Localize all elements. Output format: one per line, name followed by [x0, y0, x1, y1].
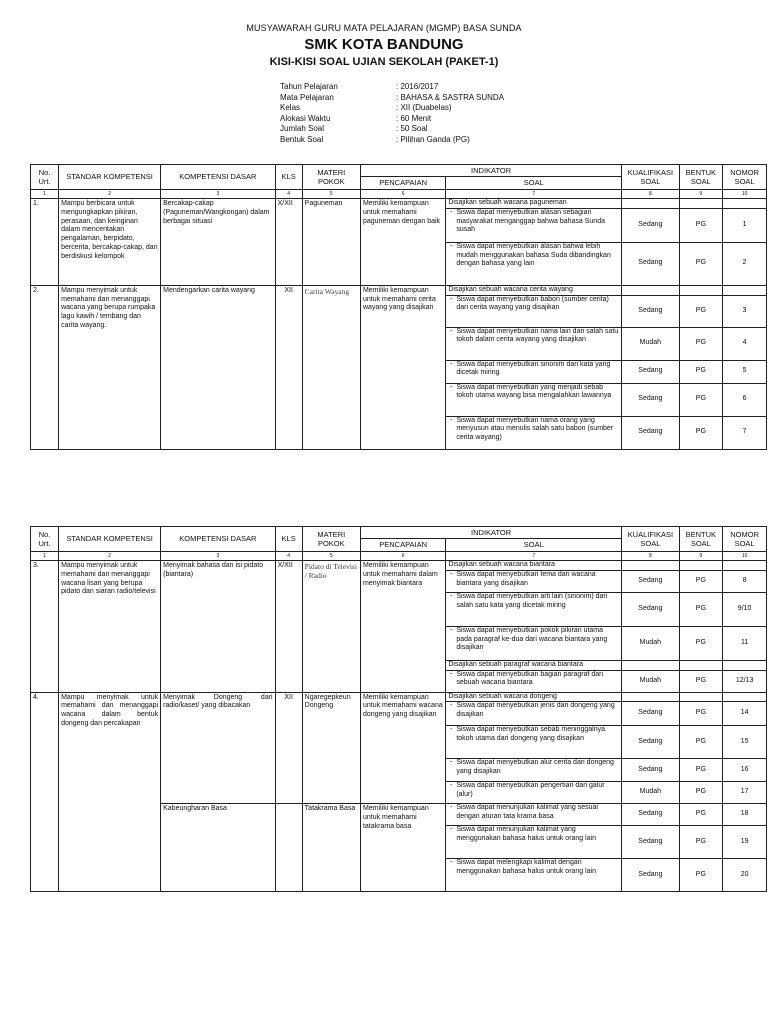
info-value: : BAHASA & SASTRA SUNDA: [396, 92, 505, 102]
cell-blank: [723, 285, 767, 295]
column-number: 2: [59, 551, 161, 560]
soal-text: Siswa dapat menyebutkan nama lain dari salah satu tokoh dalam cerita wayang yang disajikan: [456, 327, 619, 344]
cell-bentuk: PG: [679, 327, 723, 360]
soal-text: Siswa dapat menyebutkan sebab meninggalnya tokoh utama dari dongeng yang disajikan: [456, 726, 605, 742]
info-row: [280, 82, 556, 93]
cell-bentuk: PG: [679, 759, 723, 782]
cell-nomor: 15: [723, 726, 767, 759]
cell-bentuk: PG: [679, 416, 723, 449]
header-kelas: KLS: [275, 165, 302, 190]
cell-nomor: 19: [723, 826, 767, 859]
column-number: 3: [161, 551, 276, 560]
cell-blank: [622, 692, 679, 702]
cell-nomor: 20: [723, 859, 767, 892]
cell-nomor: 8: [723, 570, 767, 592]
cell-kualifikasi: Mudah: [622, 782, 679, 804]
soal-text: Siswa dapat menunjukan kalimat yang sesuai dengan aturan tata krama basa: [456, 804, 598, 820]
info-key: Mata Pelajaran: [280, 92, 334, 102]
cell-soal: - Siswa dapat menyebutkan arti lain (sinonim) dari salah satu kata yang dicetak miring: [446, 592, 622, 626]
table-row: [31, 692, 767, 702]
cell-standar-kompetensi: Mampu menyimak untuk memahami dan menanggapi wacana lisan yang berupa pidato dan siaran radio/televisi: [59, 561, 161, 693]
header-bentuk: BENTUK SOAL: [679, 527, 723, 552]
header-kualifikasi: KUALIFIKASI SOAL: [622, 165, 679, 190]
cell-materi-pokok: Tatakrama Basa: [302, 804, 360, 892]
cell-materi-pokok: Paguneman: [302, 199, 360, 286]
cell-bentuk: PG: [679, 360, 723, 383]
cell-pencapaian: Memiliki kemampuan untuk memahami dalam menyimak biantara: [360, 561, 445, 693]
soal-text: Siswa dapat menyebutkan tema dari wacana biantara yang disajikan: [456, 570, 596, 587]
cell-kelas: [275, 804, 302, 892]
column-number: 7: [446, 551, 622, 560]
info-key: Jumlah Soal: [280, 124, 325, 133]
cell-standar-kompetensi: Mampu menyimak untuk memahami dan menanggapi wacana yang berupa rumpaka lagu kawih / tembang dan carita wayang.: [59, 285, 161, 449]
cell-soal: - Siswa dapat menyebutkan alasan bahwa lebih mudah menggunakan bahasa Suda dibandingkan dengan bahasa yang lain: [446, 242, 622, 285]
header-standar-kompetensi: STANDAR KOMPETENSI: [59, 165, 161, 190]
soal-stimulus: Disajikan sebuah paragraf wacana biantara: [448, 660, 583, 668]
soal-text: Siswa dapat menyebutkan yang menjadi sebab tokoh utama wayang bisa mengalahkan lawannya: [456, 383, 612, 400]
cell-blank: [679, 199, 723, 209]
cell-pencapaian: Memiliki kemampuan untuk memahami tatakrama basa: [360, 804, 445, 892]
cell-soal: - Siswa dapat melengkapi kalimat dengan menggunakan bahasa halus untuk orang lain: [446, 859, 622, 892]
column-number: 1: [31, 189, 59, 198]
cell-soal: - Siswa dapat menyebutkan tema dari wacana biantara yang disajikan: [446, 570, 622, 592]
info-value: : 50 Soal: [396, 124, 428, 133]
cell-bentuk: PG: [679, 804, 723, 826]
soal-text: Siswa dapat menyebutkan babon (sumber cerita) dari cerita wayang yang disajikan: [456, 295, 609, 312]
cell-bentuk: PG: [679, 242, 723, 285]
cell-bentuk: PG: [679, 702, 723, 726]
school-name: SMK KOTA BANDUNG: [304, 36, 464, 53]
cell-soal: - Siswa dapat menyebutkan alur cerita dari dongeng yang disajikan: [446, 759, 622, 782]
cell-soal: - Siswa dapat menunjukan kalimat yang menggunakan bahasa halus untuk orang lain: [446, 826, 622, 859]
cell-kelas: XII: [275, 285, 302, 449]
cell-kualifikasi: Sedang: [622, 702, 679, 726]
cell-soal: - Siswa dapat menyebutkan alasan sebagian masyarakat menganggap bahwa bahasa Sunda susah: [446, 208, 622, 242]
cell-soal: - Siswa dapat menyebutkan jenis dari dongeng yang disajikan: [446, 702, 622, 726]
soal-stimulus: Disajikan sebuah wacana paguneman: [448, 199, 567, 206]
header-soal: SOAL: [446, 539, 622, 551]
soal-text: Siswa dapat menyebutkan nama orang yang menyusun atau menulis salah satu babon (sumber cerita wayang): [456, 416, 614, 441]
cell-kualifikasi: Sedang: [622, 859, 679, 892]
cell-blank: [723, 561, 767, 571]
cell-kelas: X/XII: [275, 199, 302, 286]
header-nomor: NOMOR SOAL: [723, 527, 767, 552]
cell-kualifikasi: Sedang: [622, 804, 679, 826]
cell-soal: - Siswa dapat menyebutkan sebab meninggalnya tokoh utama dari dongeng yang disajikan: [446, 726, 622, 759]
cell-soal: - Siswa dapat menyebutkan nama orang yang menyusun atau menulis salah satu babon (sumber cerita wayang): [446, 416, 622, 449]
header-bentuk: BENTUK SOAL: [679, 165, 723, 190]
cell-kualifikasi: Sedang: [622, 295, 679, 327]
cell-soal: - Siswa dapat menyebutkan sinonim dari kata yang dicetak miring: [446, 360, 622, 383]
soal-text: Siswa dapat menyebutkan pengertian dari galur (alur): [456, 782, 605, 798]
column-number: 6: [360, 551, 445, 560]
header-no: No. Urt.: [31, 165, 59, 190]
soal-stimulus: Disajikan sebuah wacana biantara: [448, 561, 555, 568]
cell-kualifikasi: Sedang: [622, 826, 679, 859]
header-no: No. Urt.: [31, 527, 59, 552]
cell-kompetensi-dasar: Bercakap-cakap (Paguneman/Wangkongan) dalam berbagai situasi: [161, 199, 276, 286]
info-key: Kelas: [280, 103, 301, 112]
info-key: Bentuk Soal: [280, 134, 324, 144]
table-row: [31, 285, 767, 295]
cell-bentuk: PG: [679, 826, 723, 859]
column-number: 7: [446, 189, 622, 198]
cell-kelas: X/XII: [275, 561, 302, 693]
soal-text: Siswa dapat menyebutkan sinonim dari kata yang dicetak miring: [456, 360, 611, 377]
kisi-table-2: [30, 526, 767, 892]
column-number: 1: [31, 551, 59, 560]
column-number: 4: [275, 551, 302, 560]
info-value: : 60 Menit: [396, 113, 432, 123]
cell-no: 2.: [31, 285, 59, 449]
cell-soal: - Siswa dapat menunjukan kalimat yang sesuai dengan aturan tata krama basa: [446, 804, 622, 826]
header-kelas: KLS: [275, 527, 302, 552]
cell-bentuk: PG: [679, 859, 723, 892]
column-number: 8: [622, 189, 679, 198]
column-number: 5: [302, 189, 360, 198]
info-row: [280, 93, 556, 104]
header-materi-pokok: MATERI POKOK: [302, 527, 360, 552]
cell-blank: [723, 660, 767, 670]
cell-no: 4.: [31, 692, 59, 892]
column-number: 8: [622, 551, 679, 560]
cell-nomor: 18: [723, 804, 767, 826]
cell-materi-pokok: Ngaregepkeun Dongeng: [302, 692, 360, 804]
header-pencapaian: PENCAPAIAN: [360, 177, 445, 189]
cell-kualifikasi: Sedang: [622, 242, 679, 285]
cell-pencapaian: Memiliki kemampuan untuk memahami paguneman dengan baik: [360, 199, 445, 286]
cell-soal-stimulus: [446, 692, 622, 702]
header-kualifikasi: KUALIFIKASI SOAL: [622, 527, 679, 552]
soal-text: Siswa dapat menyebutkan alasan bahwa lebih mudah menggunakan bahasa Suda dibandingkan dengan bahasa yang lain: [456, 242, 611, 268]
org-name: MUSYAWARAH GURU MATA PELAJARAN (MGMP) BASA SUNDA: [246, 23, 522, 33]
cell-nomor: 6: [723, 383, 767, 416]
cell-bentuk: PG: [679, 626, 723, 660]
header-pencapaian: PENCAPAIAN: [360, 539, 445, 551]
header-indikator: INDIKATOR: [360, 527, 621, 539]
cell-nomor: 14: [723, 702, 767, 726]
soal-text: Siswa dapat menyebutkan jenis dari dongeng yang disajikan: [456, 702, 615, 718]
soal-text: Siswa dapat menyebutkan pokok pikiran utama pada paragraf ke-dua dari wacana biantara yang disajikan: [456, 626, 608, 652]
cell-no: 3.: [31, 561, 59, 693]
column-number: 3: [161, 189, 276, 198]
cell-soal-stimulus: [446, 660, 622, 670]
cell-nomor: 12/13: [723, 670, 767, 692]
cell-kompetensi-dasar: Menyimak Dongeng dari radio/kaset/ yang dibacakan: [161, 692, 276, 804]
info-row: [280, 103, 556, 114]
soal-text: Siswa dapat melengkapi kalimat dengan menggunakan bahasa halus untuk orang lain: [456, 859, 597, 875]
cell-standar-kompetensi: Mampu berbicara untuk mengungkapkan pikiran, perasaan, dan keinginan dalam menceritakan pengalaman, berpidato, bercerita, bercakap-cakap, dan berdiskusi kelompok: [59, 199, 161, 286]
cell-bentuk: PG: [679, 670, 723, 692]
cell-bentuk: PG: [679, 592, 723, 626]
cell-blank: [679, 561, 723, 571]
header-kompetensi-dasar: KOMPETENSI DASAR: [161, 527, 276, 552]
cell-soal: - Siswa dapat menyebutkan pokok pikiran utama pada paragraf ke-dua dari wacana biantara yang disajikan: [446, 626, 622, 660]
cell-blank: [622, 561, 679, 571]
cell-kualifikasi: Sedang: [622, 759, 679, 782]
cell-nomor: 9/10: [723, 592, 767, 626]
cell-kualifikasi: Sedang: [622, 383, 679, 416]
info-value: : XII (Duabelas): [396, 103, 452, 112]
cell-kualifikasi: Sedang: [622, 726, 679, 759]
cell-materi-pokok: Carita Wayang: [302, 285, 360, 449]
column-number: 2: [59, 189, 161, 198]
cell-kualifikasi: Mudah: [622, 626, 679, 660]
soal-stimulus: Disajikan sebuah wacana cerita wayang: [448, 285, 573, 293]
cell-soal-stimulus: [446, 199, 622, 209]
document-title: KISI-KISI SOAL UJIAN SEKOLAH (PAKET-1): [269, 56, 499, 68]
cell-soal: - Siswa dapat menyebutkan babon (sumber cerita) dari cerita wayang yang disajikan: [446, 295, 622, 327]
header-nomor: NOMOR SOAL: [723, 165, 767, 190]
cell-nomor: 17: [723, 782, 767, 804]
column-number: 9: [679, 551, 723, 560]
cell-kualifikasi: Sedang: [622, 570, 679, 592]
cell-nomor: 1: [723, 208, 767, 242]
info-row: [280, 135, 556, 146]
header-soal: SOAL: [446, 177, 622, 189]
cell-blank: [723, 199, 767, 209]
soal-text: Siswa dapat menyebutkan bagian paragraf dari sebuah wacana biantara: [456, 670, 604, 687]
header-materi-pokok: MATERI POKOK: [302, 165, 360, 190]
table-row: [31, 561, 767, 571]
soal-text: Siswa dapat menyebutkan arti lain (sinonim) dari salah satu kata yang dicetak miring: [456, 592, 608, 609]
cell-bentuk: PG: [679, 295, 723, 327]
info-row: [280, 114, 556, 125]
column-number: 4: [275, 189, 302, 198]
cell-nomor: 7: [723, 416, 767, 449]
soal-text: Siswa dapat menyebutkan alur cerita dari dongeng yang disajikan: [456, 759, 614, 775]
soal-text: Siswa dapat menyebutkan alasan sebagian masyarakat menganggap bahwa bahasa Sunda susah: [456, 208, 605, 234]
cell-kompetensi-dasar: Kabeungharan Basa: [161, 804, 276, 892]
column-number: 10: [723, 551, 767, 560]
cell-kualifikasi: Sedang: [622, 208, 679, 242]
info-value: : Pilihan Ganda (PG): [396, 134, 470, 144]
cell-nomor: 16: [723, 759, 767, 782]
info-key: Alokasi Waktu: [280, 113, 331, 123]
cell-blank: [622, 285, 679, 295]
cell-kualifikasi: Mudah: [622, 327, 679, 360]
header-standar-kompetensi: STANDAR KOMPETENSI: [59, 527, 161, 552]
cell-nomor: 4: [723, 327, 767, 360]
cell-blank: [679, 692, 723, 702]
kisi-table-1: [30, 164, 767, 450]
cell-soal: - Siswa dapat menyebutkan yang menjadi sebab tokoh utama wayang bisa mengalahkan lawannya: [446, 383, 622, 416]
column-number: 9: [679, 189, 723, 198]
cell-bentuk: PG: [679, 570, 723, 592]
cell-bentuk: PG: [679, 208, 723, 242]
cell-blank: [622, 660, 679, 670]
cell-bentuk: PG: [679, 726, 723, 759]
header-indikator: INDIKATOR: [360, 165, 621, 177]
cell-kelas: XII: [275, 692, 302, 804]
info-key: Tahun Pelajaran: [280, 82, 338, 91]
header-kompetensi-dasar: KOMPETENSI DASAR: [161, 165, 276, 190]
cell-materi-pokok: Pidato di Televisi / Radio: [302, 561, 360, 693]
cell-blank: [679, 660, 723, 670]
table-row: [31, 199, 767, 209]
soal-stimulus: Disajikan sebuah wacana dongeng: [448, 692, 557, 700]
cell-soal-stimulus: [446, 285, 622, 295]
cell-kualifikasi: Mudah: [622, 670, 679, 692]
cell-soal: - Siswa dapat menyebutkan nama lain dari salah satu tokoh dalam cerita wayang yang disajikan: [446, 327, 622, 360]
column-number: 10: [723, 189, 767, 198]
cell-standar-kompetensi: Mampu menyimak untuk memahami dan menanggapi wacana dalam bentuk dongeng dan percakapan: [59, 692, 161, 892]
cell-no: 1.: [31, 199, 59, 286]
cell-blank: [622, 199, 679, 209]
info-row: [280, 124, 556, 135]
cell-bentuk: PG: [679, 383, 723, 416]
soal-text: Siswa dapat menunjukan kalimat yang menggunakan bahasa halus untuk orang lain: [456, 826, 597, 842]
cell-kualifikasi: Sedang: [622, 416, 679, 449]
cell-nomor: 2: [723, 242, 767, 285]
cell-kualifikasi: Sedang: [622, 592, 679, 626]
cell-bentuk: PG: [679, 782, 723, 804]
cell-nomor: 5: [723, 360, 767, 383]
cell-pencapaian: Memiliki kemampuan untuk memahami wacana dongeng yang disajikan: [360, 692, 445, 804]
exam-info: [280, 82, 556, 145]
column-number: 6: [360, 189, 445, 198]
cell-nomor: 11: [723, 626, 767, 660]
cell-soal: - Siswa dapat menyebutkan pengertian dari galur (alur): [446, 782, 622, 804]
cell-blank: [723, 692, 767, 702]
cell-kualifikasi: Sedang: [622, 360, 679, 383]
cell-pencapaian: Memiliki kemampuan untuk memahami cerita wayang yang disajikan: [360, 285, 445, 449]
info-value: : 2016/2017: [396, 82, 439, 91]
cell-soal-stimulus: [446, 561, 622, 571]
cell-kompetensi-dasar: Mendengarkan carita wayang: [161, 285, 276, 449]
cell-kompetensi-dasar: Menyimak bahasa dan isi pidato (biantara): [161, 561, 276, 693]
cell-soal: - Siswa dapat menyebutkan bagian paragraf dari sebuah wacana biantara: [446, 670, 622, 692]
cell-nomor: 3: [723, 295, 767, 327]
column-number: 5: [302, 551, 360, 560]
cell-blank: [679, 285, 723, 295]
